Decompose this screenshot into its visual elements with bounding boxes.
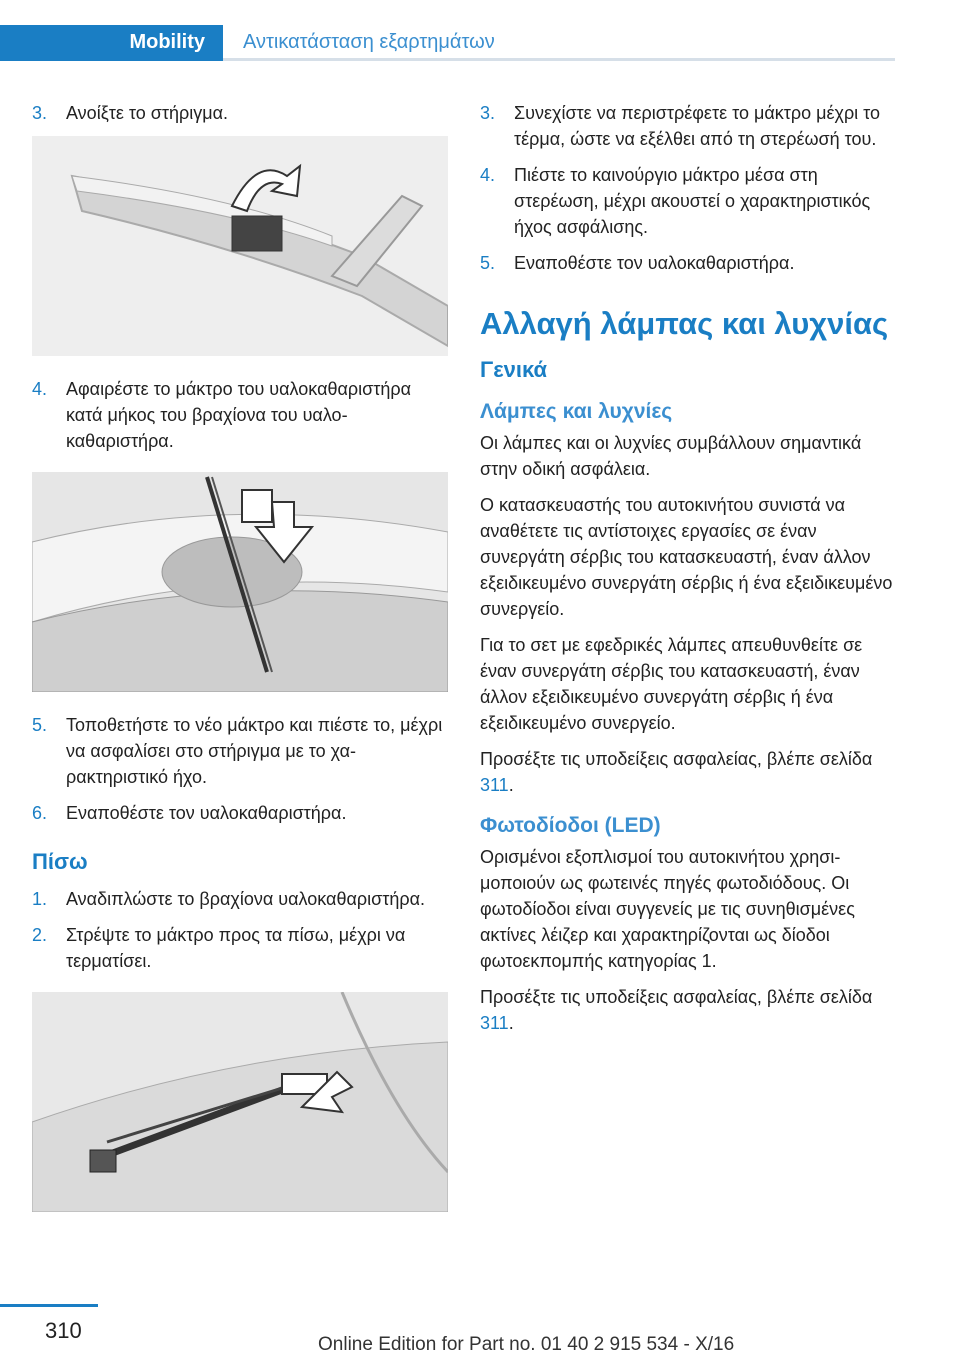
lamps-heading: Λάμπες και λυχνίες [480, 400, 673, 423]
step-4-remove-blade [32, 376, 448, 454]
safety-ref-text: Προσέξτε τις υποδείξεις ασφαλείας, βλέπε σελίδα [480, 749, 873, 769]
section-label: Mobility [129, 31, 205, 53]
paragraph-led: Ορισμένοι εξοπλισμοί του αυτοκινήτου χρησιμοποιούν ως φωτεινές πηγές φωτοδιόδους. Οι φωτοδίοδοι είναι συγγενείς με τις συνηθισμένες ακτίνες λέιζερ και χαρακτηρίζονται ως δίοδοι φωτοεκπομπής κατηγορίας 1. [480, 847, 855, 971]
step-number: 4. [480, 165, 496, 185]
paragraph-safety: Οι λάμπες και οι λυχνίες συμβάλλουν σημαντικά στην οδική ασφάλεια. [480, 433, 862, 479]
windshield-wiper-illustration [32, 472, 448, 692]
step-text: Πιέστε το καινούργιο μάκτρο μέσα στη στερέωση, μέχρι ακουστεί ο χαρακτηριστικός ήχος ασφάλισης. [514, 165, 871, 237]
step-number: 2. [32, 925, 48, 945]
section-title: Αλλαγή λάμπας και λυχνίας [480, 306, 889, 341]
page-link-311[interactable]: 311 [480, 775, 509, 795]
rear-step-2 [32, 922, 448, 974]
rear-wiper-illustration [32, 992, 448, 1212]
paragraph-spare-set: Για το σετ με εφεδρικές λάμπες απευθυνθείτε σε έναν συνεργάτη σέρβις του κατασκευαστή, έναν άλλον εξειδικευμένο συνεργάτη σέρβις ή ένα εξειδικευμένο συνεργείο. [480, 635, 863, 733]
chapter-label: Αντικατάσταση εξαρτημάτων [243, 31, 495, 53]
step-5-insert-blade [32, 712, 448, 790]
step-text: Τοποθετήστε το νέο μάκτρο και πιέστε το, μέχρι να ασφαλίσει στο στήριγμα με το χαρακτηριστικό ήχο. [66, 715, 443, 787]
wiper-holder-illustration [32, 136, 448, 356]
step-number: 5. [480, 253, 496, 273]
footer-rule [0, 1304, 98, 1307]
step-text: Εναποθέστε τον υαλοκαθαριστήρα. [66, 803, 347, 823]
step-number: 3. [480, 103, 496, 123]
step-text: Αναδιπλώστε το βραχίονα υαλοκαθαριστήρα. [66, 889, 425, 909]
step-number: 3. [32, 103, 48, 123]
right-column [480, 100, 896, 1046]
step-number: 4. [32, 379, 48, 399]
safety-ref-text: Προσέξτε τις υποδείξεις ασφαλείας, βλέπε σελίδα [480, 987, 873, 1007]
step-number: 1. [32, 889, 48, 909]
page-number: 310 [45, 1318, 82, 1343]
page-link-311[interactable]: 311 [480, 1013, 509, 1033]
page-header [0, 25, 895, 61]
step-number: 5. [32, 715, 48, 735]
safety-ref-end: . [508, 775, 514, 795]
led-heading: Φωτοδίοδοι (LED) [480, 814, 661, 837]
step-text: Συνεχίστε να περιστρέφετε το μάκτρο μέχρι το τέρμα, ώστε να εξέλθει από τη στερέωσή του. [514, 103, 881, 149]
step-5-lower-wiper [480, 250, 896, 276]
step-text: Ανοίξτε το στήριγμα. [66, 103, 228, 123]
safety-ref-end: . [508, 1013, 514, 1033]
rear-heading: Πίσω [32, 849, 88, 874]
step-text: Στρέψτε το μάκτρο προς τα πίσω, μέχρι να τερματίσει. [66, 925, 406, 971]
step-4-press-new-blade [480, 162, 896, 240]
general-heading: Γενικά [480, 357, 548, 382]
chapter-tab [223, 25, 895, 61]
step-6-lower-wiper [32, 800, 448, 826]
edition-note: Online Edition for Part no. 01 40 2 915 534 - X/16 [318, 1334, 735, 1355]
rear-step-1 [32, 886, 448, 912]
paragraph-safety-ref [480, 746, 896, 798]
left-column [32, 100, 448, 1232]
step-number: 6. [32, 803, 48, 823]
step-text: Εναποθέστε τον υαλοκαθαριστήρα. [514, 253, 795, 273]
step-3-open-holder [32, 100, 448, 126]
step-3-rotate-blade [480, 100, 896, 152]
paragraph-led-safety-ref [480, 984, 896, 1036]
step-text: Αφαιρέστε το μάκτρο του υαλοκαθαριστήρα κατά μήκος του βραχίονα του υαλοκαθαριστήρα. [66, 379, 412, 451]
section-tab [0, 25, 223, 61]
paragraph-service: Ο κατασκευαστής του αυτοκινήτου συνιστά να αναθέτετε τις αντίστοιχες εργασίες σε έναν συνεργάτη σέρβις του κατασκευαστή, έναν άλλον εξειδικευμένο συνεργάτη σέρβις ή ένα εξειδικευμένο συνεργείο. [480, 495, 893, 619]
